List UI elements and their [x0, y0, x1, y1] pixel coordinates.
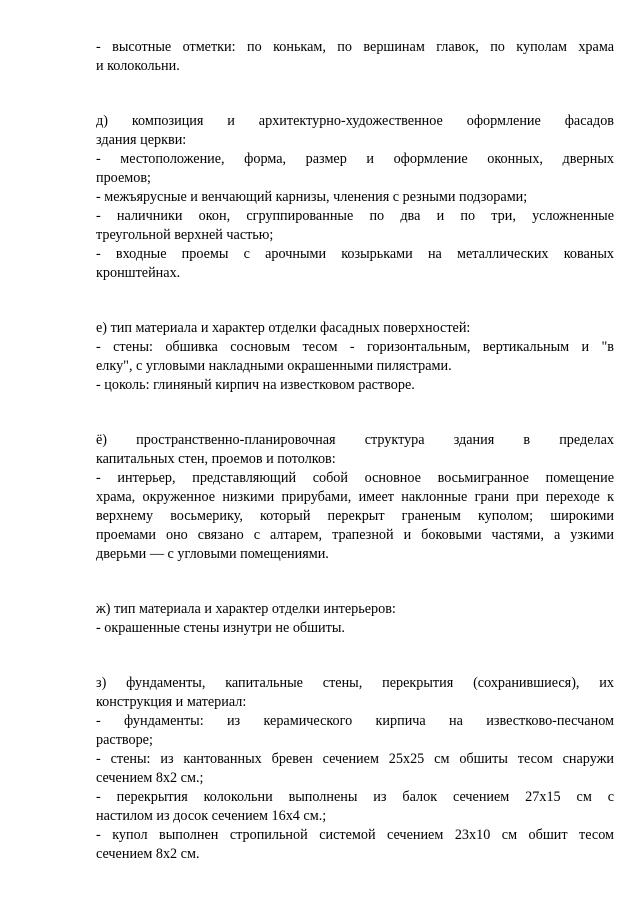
text-line: - наличники окон, сгруппированные по два и по три, усложненные — [96, 208, 614, 224]
text-line: - местоположение, форма, размер и оформление оконных, дверных — [96, 151, 614, 167]
text-line: храма, окруженное низкими прирубами, имеет наклонные грани при переходе к — [96, 489, 614, 505]
text-line: растворе; — [96, 732, 153, 748]
text-line: капитальных стен, проемов и потолков: — [96, 451, 336, 467]
text-line: д) композиция и архитектурно-художественное оформление фасадов — [96, 113, 614, 129]
text-line: конструкция и материал: — [96, 694, 247, 710]
text-line: з) фундаменты, капитальные стены, перекрытия (сохранившиеся), их — [96, 675, 614, 691]
blank-line — [96, 638, 614, 656]
text-line: проемами оно связано с алтарем, трапезной и боковыми частями, а узкими — [96, 527, 614, 543]
text-line: е) тип материала и характер отделки фасадных поверхностей: — [96, 320, 471, 336]
text-line: и колокольни. — [96, 58, 180, 74]
blank-line — [96, 395, 614, 413]
text-line: елку", с угловыми накладными окрашенными пилястрами. — [96, 358, 452, 374]
text-line: - стены: обшивка сосновым тесом - горизонтальным, вертикальным и "в — [96, 339, 614, 355]
text-line: настилом из досок сечением 16х4 см.; — [96, 808, 327, 824]
text-line: - стены: из кантованных бревен сечением 25х25 см обшиты тесом снаружи — [96, 751, 614, 767]
text-line: - межъярусные и венчающий карнизы, членения с резными подзорами; — [96, 189, 528, 205]
blank-line — [96, 94, 614, 112]
blank-line — [96, 301, 614, 319]
blank-line — [96, 413, 614, 431]
text-line: сечением 8х2 см. — [96, 846, 200, 862]
text-line: здания церкви: — [96, 132, 187, 148]
blank-line — [96, 656, 614, 674]
text-line: - окрашенные стены изнутри не обшиты. — [96, 620, 345, 636]
text-line: треугольной верхней частью; — [96, 227, 274, 243]
blank-line — [96, 564, 614, 582]
text-line: верхнему восьмерику, который перекрыт граненым куполом; широкими — [96, 508, 614, 524]
text-line: сечением 8х2 см.; — [96, 770, 204, 786]
text-line: дверьми — с угловыми помещениями. — [96, 546, 329, 562]
text-line: проемов; — [96, 170, 151, 186]
text-line: ж) тип материала и характер отделки интерьеров: — [96, 601, 396, 617]
text-line: - цоколь: глиняный кирпич на известковом растворе. — [96, 377, 415, 393]
blank-line — [96, 582, 614, 600]
blank-line — [96, 76, 614, 94]
text-line: - интерьер, представляющий собой основное восьмигранное помещение — [96, 470, 614, 486]
text-line: кронштейнах. — [96, 265, 181, 281]
text-line: - купол выполнен стропильной системой сечением 23х10 см обшит тесом — [96, 827, 614, 843]
blank-line — [96, 283, 614, 301]
text-line: - фундаменты: из керамического кирпича на известково-песчаном — [96, 713, 614, 729]
text-line: - высотные отметки: по конькам, по вершинам главок, по куполам храма — [96, 39, 614, 55]
text-line: - входные проемы с арочными козырьками на металлических кованых — [96, 246, 614, 262]
text-line: ё) пространственно-планировочная структура здания в пределах — [96, 432, 614, 448]
text-line: - перекрытия колокольни выполнены из балок сечением 27х15 см с — [96, 789, 614, 805]
document-body — [96, 38, 614, 864]
